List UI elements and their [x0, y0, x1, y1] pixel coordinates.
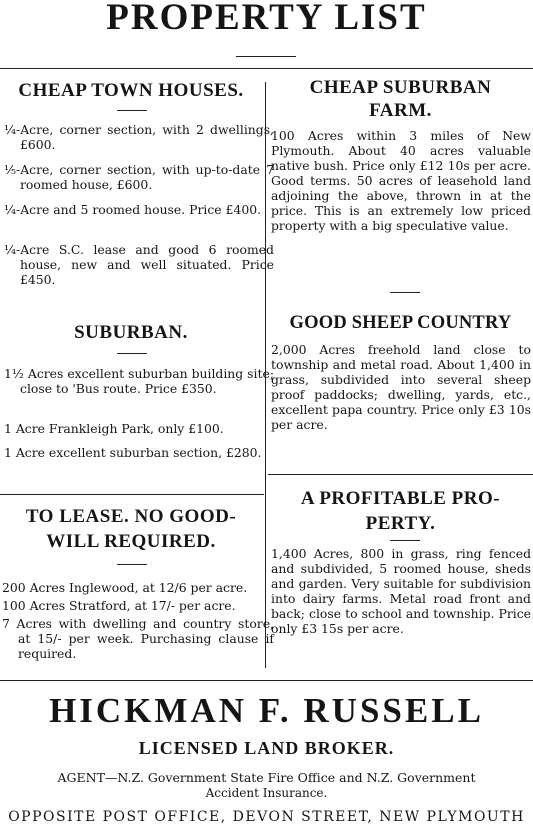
profitable-description: 1,400 Acres, 800 in grass, ring fenced and subdivided, 5 roomed house, sheds and garden. Very suitable for subdivision into dairy farms. Metal road front and back; close to school and township. Price only £3 15s per acre.	[271, 546, 531, 636]
lease-heading-line1: TO LEASE. NO GOOD-	[25, 506, 237, 527]
section-rule	[268, 474, 533, 475]
list-item: 100 Acres Stratford, at 17/- per acre.	[2, 598, 236, 613]
list-item: ¼-Acre, corner section, with 2 dwellings, £600.	[4, 122, 274, 152]
sheep-heading: GOOD SHEEP COUNTRY	[289, 313, 512, 333]
address-line: OPPOSITE POST OFFICE, DEVON STREET, NEW PLYMOUTH	[8, 809, 525, 825]
list-item: 1 Acre Frankleigh Park, only £100.	[4, 421, 224, 436]
section-divider	[117, 353, 147, 354]
profitable-heading-line2: PERTY.	[365, 513, 436, 534]
list-item: 7 Acres with dwelling and country store, at 15/- per week. Purchasing clause if required.	[2, 616, 274, 661]
agent-line: AGENT—N.Z. Government State Fire Office and N.Z. Government	[57, 770, 476, 785]
section-divider	[390, 540, 420, 541]
farm-heading-line2: FARM.	[369, 100, 432, 121]
list-item: 1 Acre excellent suburban section, £280.	[4, 445, 262, 460]
section-divider	[117, 564, 147, 565]
insurance-line: Accident Insurance.	[205, 786, 328, 800]
broker-name: HICKMAN F. RUSSELL	[49, 691, 484, 730]
sheep-description: 2,000 Acres freehold land close to township and metal road. About 1,400 in grass, subdivided into several sheep proof paddocks; dwelling, yards, etc., excellent papa country. Price only £3 10s per acre.	[271, 342, 531, 432]
header-rule	[0, 68, 533, 69]
list-item: ¼-Acre S.C. lease and good 6 roomed house, new and well situated. Price £450.	[4, 242, 274, 287]
farm-heading-line1: CHEAP SUBURBAN	[309, 77, 492, 98]
lease-heading-line2: WILL REQUIRED.	[46, 531, 216, 552]
page-title: PROPERTY LIST	[106, 0, 427, 38]
farm-description: 100 Acres within 3 miles of New Plymouth. About 40 acres valuable native bush. Price only £12 10s per acre. Good terms. 50 acres of leasehold land adjoining the above, thrown in at the price. This is an extremely low priced property with a big speculative value.	[271, 128, 531, 233]
suburban-heading: SUBURBAN.	[74, 322, 188, 343]
list-item: 1½ Acres excellent suburban building site; close to 'Bus route. Price £350.	[4, 366, 274, 396]
section-divider	[117, 110, 147, 111]
broker-title: LICENSED LAND BROKER.	[138, 738, 395, 758]
list-item: 200 Acres Inglewood, at 12/6 per acre.	[2, 580, 248, 595]
section-divider	[390, 292, 420, 293]
list-item: ⅕-Acre, corner section, with up-to-date 7 roomed house, £600.	[4, 162, 274, 192]
section-rule	[0, 494, 264, 495]
footer-rule	[0, 680, 533, 681]
town-houses-heading: CHEAP TOWN HOUSES.	[18, 80, 244, 101]
profitable-heading-line1: A PROFITABLE PRO-	[300, 488, 501, 509]
title-divider	[236, 56, 296, 57]
list-item: ¼-Acre and 5 roomed house. Price £400.	[4, 202, 262, 217]
